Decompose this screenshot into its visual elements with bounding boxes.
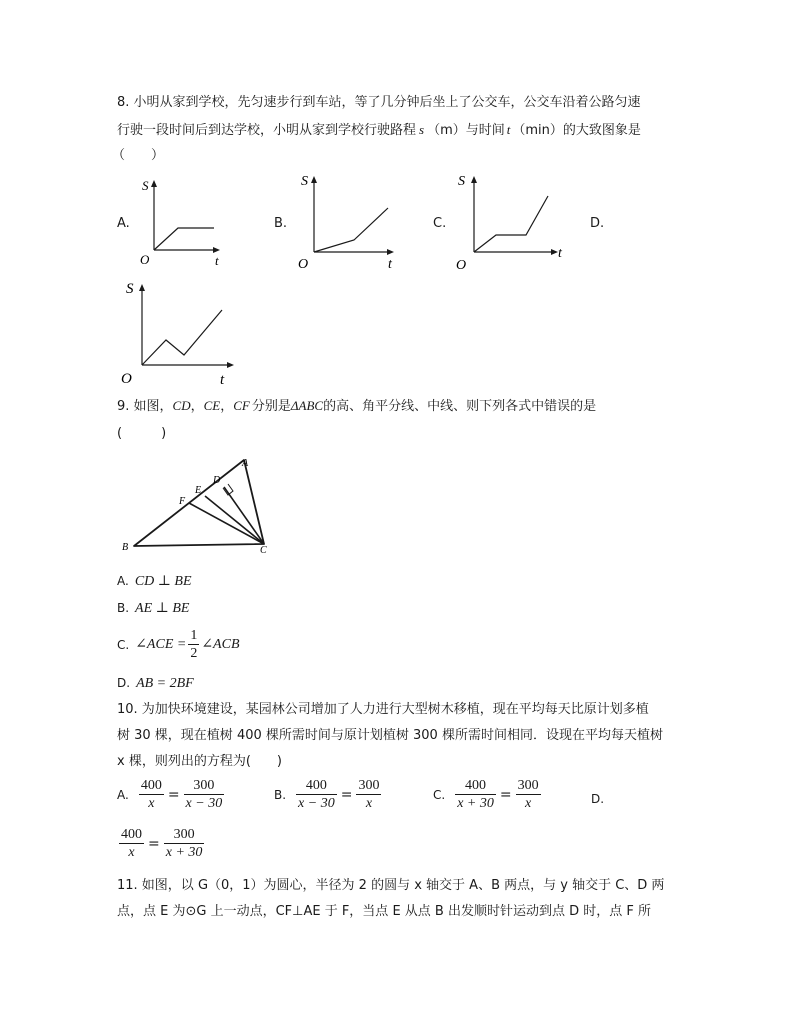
q10-option-b-label: B. — [274, 787, 287, 802]
q9-cf: CF — [233, 398, 250, 413]
q10-option-c-frac-left — [455, 777, 496, 812]
q8-graph-d-curve — [142, 310, 222, 365]
q8-graph-c-s-label: S — [458, 174, 465, 189]
q9-cd: CD — [172, 398, 191, 413]
q10-option-a-den-left: x — [148, 796, 155, 811]
q8-graph-a[interactable] — [130, 170, 240, 270]
q10-option-d-frac-right — [164, 826, 205, 861]
q9-triangle-abc: ΔABC — [290, 398, 324, 413]
q10-option-c[interactable] — [433, 777, 543, 812]
q8-option-b-label[interactable]: B. — [274, 216, 288, 231]
q8-graph-d-t-label: t — [220, 372, 225, 388]
q10-option-d-den-right: x + 30 — [165, 845, 203, 860]
q8-unit-min: （min）的大致图象是 — [512, 123, 641, 138]
q9-line1 — [117, 392, 596, 420]
q10-option-c-num-left: 400 — [455, 777, 496, 795]
q8-t-symbol: t — [506, 122, 511, 137]
q8-graph-b-s-label: S — [301, 174, 308, 189]
q9-option-c-numerator: 1 — [190, 628, 198, 643]
q10-option-c-den-left: x + 30 — [457, 796, 494, 811]
q9-option-b-label: B. — [117, 601, 130, 615]
q8-graph-b-curve — [314, 208, 388, 252]
q9-ce: CE — [203, 398, 221, 413]
q10-option-d-eq: = — [148, 835, 160, 852]
q9-option-d-text: AB = 2BF — [136, 676, 194, 691]
q10-option-c-label: C. — [433, 787, 446, 802]
q9-option-c-fraction — [188, 627, 199, 662]
q10-option-d-frac-left — [119, 826, 144, 861]
q10-option-a-frac-right — [184, 777, 225, 812]
q10-option-b[interactable] — [274, 777, 383, 812]
q9-label-a: A — [242, 458, 249, 469]
q10-option-b-eq: = — [340, 786, 353, 803]
q10-option-a-num-right: 300 — [184, 777, 225, 795]
q8-graph-a-s-label: S — [142, 178, 149, 193]
q9-intro: 9. 如图， — [117, 399, 173, 414]
q10-option-b-num-left: 400 — [296, 777, 337, 795]
q8-graph-d[interactable] — [118, 276, 243, 390]
q10-option-d[interactable] — [117, 826, 206, 861]
q8-line1: 8. 小明从家到学校，先匀速步行到车站，等了几分钟后坐上了公交车，公交车沿着公路匀速 — [117, 95, 641, 110]
q9-segment-cf — [189, 503, 264, 544]
q9-option-a-label: A. — [117, 574, 129, 588]
q8-option-c-label[interactable]: C. — [433, 216, 447, 231]
q10-option-a-den-right: x − 30 — [185, 796, 223, 811]
q9-label-e: E — [195, 485, 202, 496]
q8-graph-b[interactable] — [290, 168, 405, 274]
q9-option-b-text: AE ⊥ BE — [135, 601, 190, 616]
q10-option-b-den-right: x — [365, 796, 373, 811]
q9-option-a-text: CD ⊥ BE — [134, 574, 192, 589]
q10-option-c-num-right: 300 — [517, 778, 539, 793]
q8-graph-b-o-label: O — [298, 257, 309, 272]
q8-line2-text: 行驶一段时间后到达学校，小明从家到学校行驶路程 — [117, 123, 417, 138]
q8-graph-a-curve — [154, 228, 214, 250]
q9-are: 分别是 — [251, 399, 291, 414]
q10-option-b-den-left: x − 30 — [298, 796, 335, 811]
q8-graph-a-o-label: O — [140, 252, 150, 267]
q11-line2: 点，点 E 为⊙G 上一动点，CF⊥AE 于 F，当点 E 从点 B 出发顺时针运动到点 D 时，点 F 所 — [117, 904, 651, 919]
q8-graph-c-o-label: O — [456, 258, 467, 273]
q11-line1: 11. 如图，以 G（0，1）为圆心，半径为 2 的圆与 x 轴交于 A、B 两点，与 y 轴交于 C、D 两 — [117, 878, 665, 893]
q9-question-text: 的高、角平分线、中线、则下列各式中错误的是 — [323, 399, 597, 414]
q9-option-b[interactable] — [117, 600, 189, 617]
q9-option-c[interactable] — [117, 627, 240, 662]
q9-label-c: C — [260, 545, 267, 556]
q9-comma-2: ， — [220, 399, 234, 414]
q10-option-b-num-right: 300 — [358, 778, 380, 793]
q9-option-c-right: ∠ACB — [201, 637, 240, 652]
q8-graph-c-t-label: t — [558, 246, 562, 261]
q8-unit-m: （m）与时间 — [427, 123, 505, 138]
q8-graph-b-t-label: t — [388, 257, 392, 272]
q10-option-d-num-right: 300 — [164, 826, 205, 844]
q10-line1: 10. 为加快环境建设，某园林公司增加了人力进行大型树木移植，现在平均每天比原计划多植 — [117, 702, 649, 717]
q8-option-a-label[interactable]: A. — [117, 216, 130, 231]
q9-option-c-left: ∠ACE = — [135, 637, 187, 652]
q9-option-a[interactable] — [117, 573, 192, 590]
q8-graph-d-s-label: S — [126, 281, 134, 297]
q9-label-d: D — [213, 475, 221, 486]
q10-option-a-frac-left — [139, 777, 164, 812]
q9-option-d[interactable] — [117, 675, 194, 692]
q10-option-a[interactable] — [117, 777, 226, 812]
q10-option-b-frac-right — [356, 777, 381, 812]
q8-s-symbol: s — [419, 122, 425, 137]
q9-label-b: B — [122, 542, 129, 553]
q10-option-c-eq: = — [499, 786, 512, 803]
q9-label-f: F — [179, 496, 186, 507]
q10-option-a-num-left: 400 — [140, 778, 162, 793]
q10-option-b-frac-left — [296, 777, 337, 812]
q10-option-c-frac-right — [516, 777, 541, 812]
q9-option-c-label: C. — [117, 637, 130, 652]
q9-triangle-figure — [118, 452, 283, 557]
q8-line2 — [117, 116, 641, 144]
q8-graph-c-curve — [474, 196, 548, 252]
q9-answer-paren: ( ) — [117, 426, 167, 441]
q10-option-a-eq: = — [167, 786, 180, 803]
q10-line2: 树 30 棵，现在植树 400 棵所需时间与原计划植树 300 棵所需时间相同．设现在平均每天植树 — [117, 728, 663, 743]
q8-graph-d-o-label: O — [121, 371, 132, 387]
q10-option-a-label: A. — [117, 787, 129, 802]
q8-answer-paren: （ ） — [112, 148, 165, 163]
q8-graph-c[interactable] — [450, 168, 575, 274]
q8-option-d-label[interactable]: D. — [590, 216, 605, 231]
q10-option-d-num-left: 400 — [121, 827, 142, 842]
q9-option-c-denominator: 2 — [190, 646, 198, 661]
q8-graph-a-t-label: t — [215, 253, 219, 268]
q10-line3: x 棵，则列出的方程为( ) — [117, 754, 282, 769]
q10-option-d-den-left: x — [128, 845, 135, 860]
q9-option-d-label: D. — [117, 676, 131, 690]
q10-option-c-den-right: x — [525, 796, 532, 811]
q10-option-d-label[interactable]: D. — [591, 792, 605, 806]
q9-comma-1: ， — [190, 399, 204, 414]
